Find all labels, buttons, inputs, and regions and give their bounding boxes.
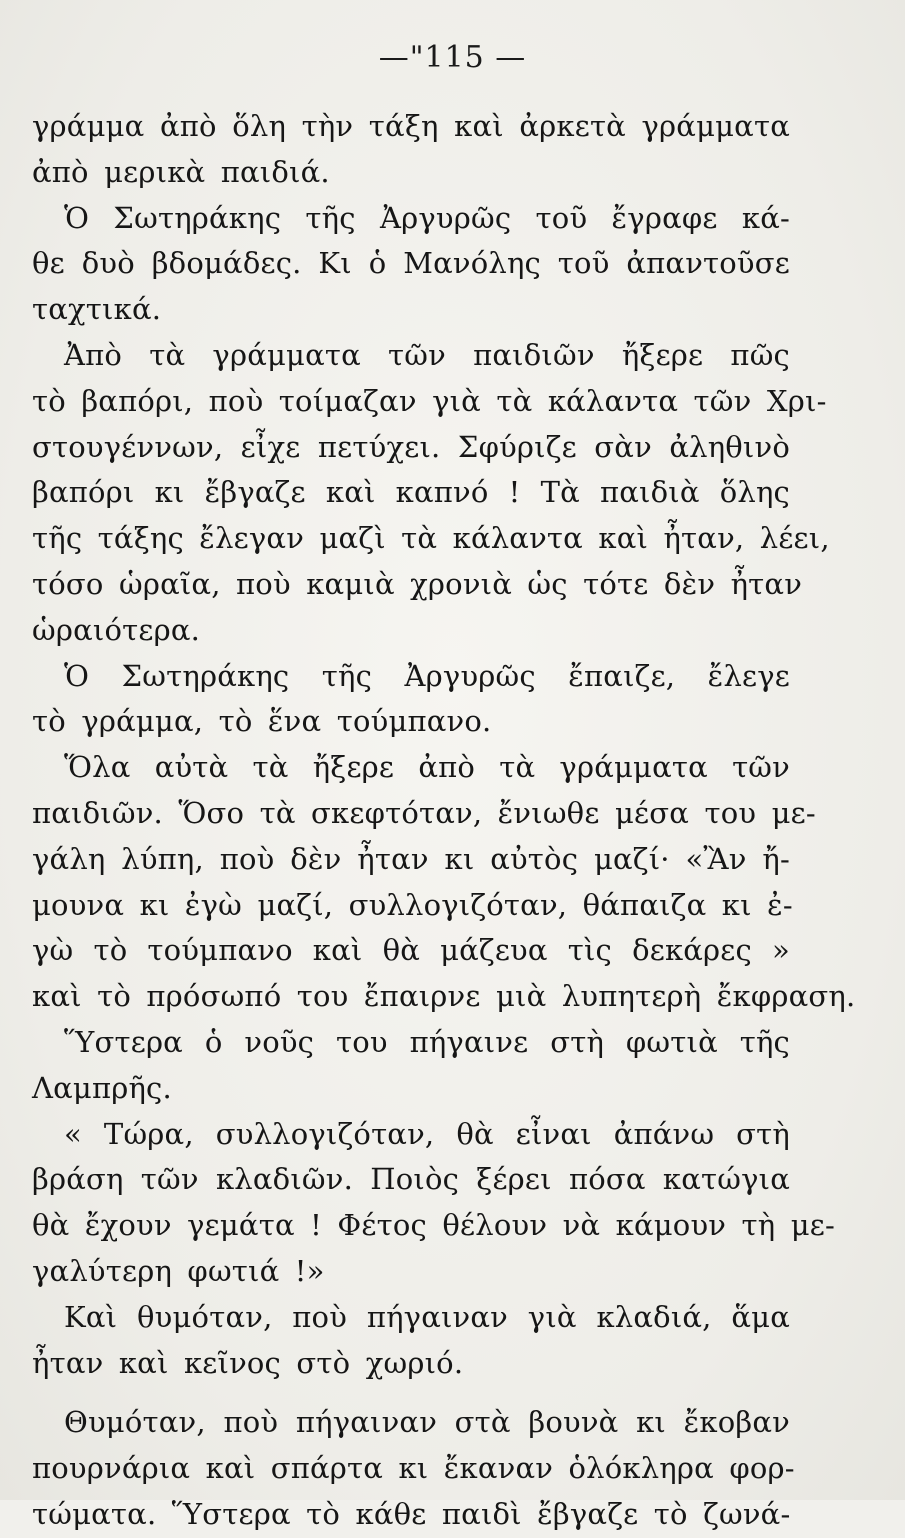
text-line: θε δυὸ βδομάδες. Κι ὁ Μανόλης τοῦ ἀπαντοῦσε	[32, 246, 790, 281]
text-line: Ἀπὸ τὰ γράμματα τῶν παιδιῶν ἤξερε πῶς	[64, 337, 790, 372]
text-line: Ὅλα αὐτὰ τὰ ἤξερε ἀπὸ τὰ γράμματα τῶν	[64, 750, 790, 785]
text-line: ὡραιότερα.	[32, 612, 201, 647]
text-line: θὰ ἔχουν γεμάτα ! Φέτος θέλουν νὰ κάμουν τὴ με-	[32, 1208, 836, 1243]
text-line: γὼ τὸ τούμπανο καὶ θὰ μάζευα τὶς δεκάρες »	[32, 933, 790, 968]
text-line: « Τώρα, συλλογιζόταν, θὰ εἶναι ἀπάνω στὴ	[64, 1116, 790, 1151]
text-line: τόσο ὡραῖα, ποὺ καμιὰ χρονιὰ ὡς τότε δὲν ἦταν	[32, 566, 803, 601]
text-line: βράση τῶν κλαδιῶν. Ποιὸς ξέρει πόσα κατώγια	[32, 1162, 790, 1197]
text-line: ἀπὸ μερικὰ παιδιά.	[32, 154, 330, 189]
text-line: τῆς τάξης ἔλεγαν μαζὶ τὰ κάλαντα καὶ ἦταν, λέει,	[32, 521, 830, 556]
text-line: Καὶ θυμόταν, ποὺ πήγαιναν γιὰ κλαδιά, ἅμα	[64, 1299, 790, 1334]
text-line: Ὁ Σωτηράκης τῆς Ἀργυρῶς τοῦ ἔγραφε κά-	[64, 200, 790, 235]
paragraph-gap	[32, 1386, 790, 1400]
text-line: ταχτικά.	[32, 292, 162, 327]
text-line: τὸ βαπόρι, ποὺ τοίμαζαν γιὰ τὰ κάλαντα τῶν Χρι-	[32, 383, 827, 418]
text-line: τώματα. Ὕστερα τὸ κάθε παιδὶ ἔβγαζε τὸ ζωνά-	[32, 1496, 791, 1531]
text-line: παιδιῶν. Ὅσο τὰ σκεφτόταν, ἔνιωθε μέσα του με-	[32, 795, 816, 830]
text-line: μουνα κι ἐγὼ μαζί, συλλογιζόταν, θάπαιζα κι ἐ-	[32, 887, 793, 922]
text-line: γαλύτερη φωτιά !»	[32, 1253, 325, 1288]
text-line: γράμμα ἀπὸ ὅλη τὴν τάξη καὶ ἀρκετὰ γράμματα	[32, 109, 790, 143]
text-line: πουρνάρια καὶ σπάρτα κι ἔκαναν ὁλόκληρα φορ-	[32, 1451, 795, 1486]
text-line: καὶ τὸ πρόσωπό του ἔπαιρνε μιὰ λυπητερὴ ἔκφραση.	[32, 979, 856, 1014]
text-line: γάλη λύπη, ποὺ δὲν ἦταν κι αὐτὸς μαζί· «Ἂν ἤ-	[32, 841, 790, 876]
body-text	[32, 104, 856, 1538]
text-line: Ὕστερα ὁ νοῦς του πήγαινε στὴ φωτιὰ τῆς	[64, 1024, 790, 1059]
text-line: Λαμπρῆς.	[32, 1070, 172, 1105]
text-line: βαπόρι κι ἔβγαζε καὶ καπνό ! Τὰ παιδιὰ ὅλης	[32, 475, 790, 510]
text-line: τὸ γράμμα, τὸ ἕνα τούμπανο.	[32, 704, 492, 739]
text-line: ἦταν καὶ κεῖνος στὸ χωριό.	[32, 1345, 464, 1380]
text-line: Ὁ Σωτηράκης τῆς Ἀργυρῶς ἔπαιζε, ἔλεγε	[64, 658, 790, 693]
page-number: —"115 —	[378, 40, 527, 75]
text-line: στουγέννων, εἶχε πετύχει. Σφύριζε σὰν ἀληθινὸ	[32, 429, 790, 464]
text-line: Θυμόταν, ποὺ πήγαιναν στὰ βουνὰ κι ἔκοβαν	[64, 1405, 790, 1440]
